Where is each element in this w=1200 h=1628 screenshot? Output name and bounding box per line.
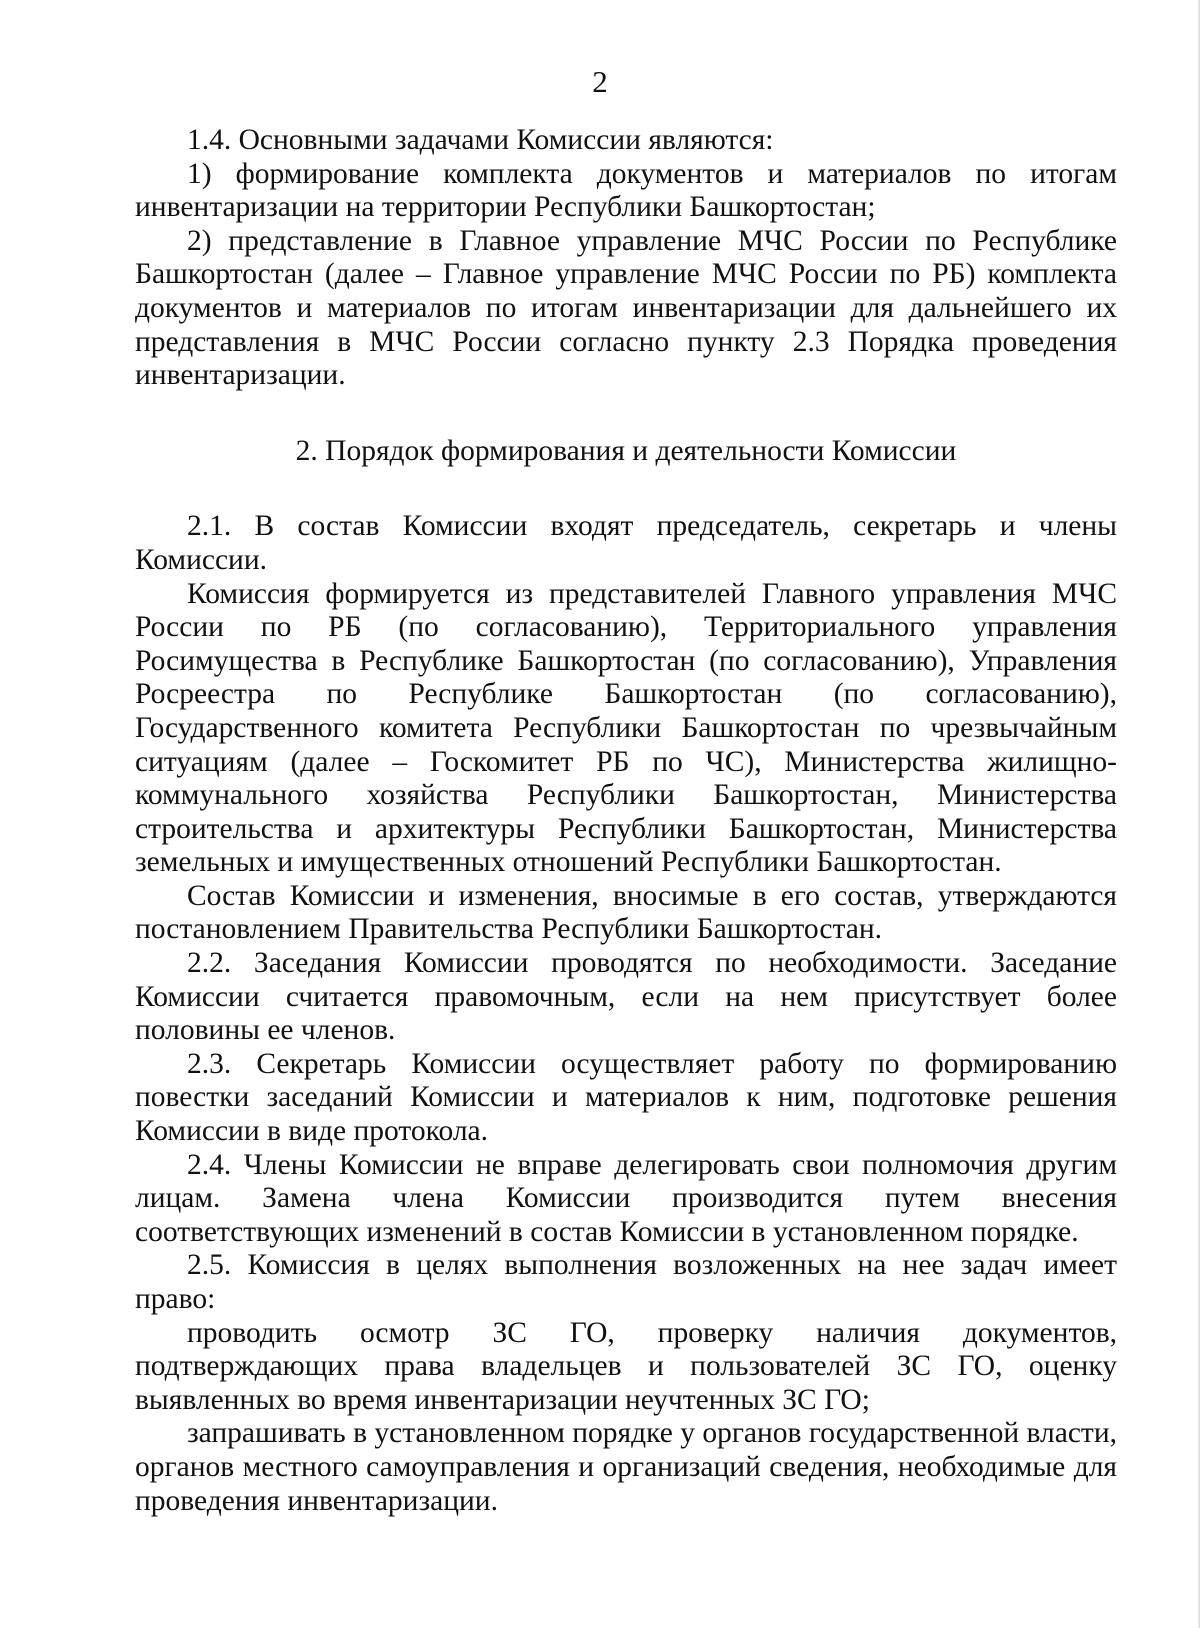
paragraph-task-1: 1) формирование комплекта документов и материалов по итогам инвентаризации на территории Республики Башкортостан; — [135, 157, 1117, 224]
paragraph-2-4: 2.4. Члены Комиссии не вправе делегировать свои полномочия другим лицам. Замена члена Комиссии производится путем внесения соответствующих изменений в состав Комиссии в установленном порядке. — [135, 1148, 1117, 1248]
section-heading: 2. Порядок формирования и деятельности Комиссии — [295, 434, 957, 467]
page-number: 2 — [592, 64, 608, 99]
paragraph-right-request: запрашивать в установленном порядке у органов государственной власти, органов местного самоуправления и организаций сведения, необходимые для проведения инвентаризации. — [135, 1417, 1117, 1517]
paragraph-2-3: 2.3. Секретарь Комиссии осуществляет работу по формированию повестки заседаний Комиссии и материалов к ним, подготовке решения Комиссии в виде протокола. — [135, 1047, 1117, 1148]
paragraph-2-5: 2.5. Комиссия в целях выполнения возложенных на нее задач имеет право: — [135, 1249, 1117, 1315]
paragraph-right-inspect: проводить осмотр ЗС ГО, проверку наличия документов, подтверждающих права владельцев и пользователей ЗС ГО, оценку выявленных во время инвентаризации неучтенных ЗС ГО; — [135, 1316, 1117, 1416]
document-body — [135, 124, 1117, 1518]
paragraph-composition-approval: Состав Комиссии и изменения, вносимые в его состав, утверждаются постановлением Правительства Республики Башкортостан. — [135, 879, 1117, 946]
paragraph-2-2: 2.2. Заседания Комиссии проводятся по необходимости. Заседание Комиссии считается правомочным, если на нем присутствует более половины ее членов. — [135, 947, 1117, 1047]
paragraph-1-4: 1.4. Основными задачами Комиссии являются: — [187, 124, 774, 156]
paragraph-2-1: 2.1. В состав Комиссии входят председатель, секретарь и члены Комиссии. — [135, 510, 1117, 576]
paragraph-task-2: 2) представление в Главное управление МЧС России по Республике Башкортостан (далее – Главное управление МЧС России по РБ) комплекта документов и материалов по итогам инвентаризации для дальнейшего их представления в МЧС России согласно пункту 2.3 Порядка проведения инвентаризации. — [135, 224, 1117, 392]
paragraph-commission-composition: Комиссия формируется из представителей Главного управления МЧС России по РБ (по согласованию), Территориального управления Росимущества в Республике Башкортостан (по согласованию), Управления Росреестра по Республике Башкортостан (по согласованию), Государственного комитета Республики Башкортостан по чрезвычайным ситуациям (далее – Госкомитет РБ по ЧС), Министерства жилищно-коммунального хозяйства Республики Башкортостан, Министерства строительства и архитектуры Республики Башкортостан, Министерства земельных и имущественных отношений Республики Башкортостан. — [135, 577, 1117, 879]
